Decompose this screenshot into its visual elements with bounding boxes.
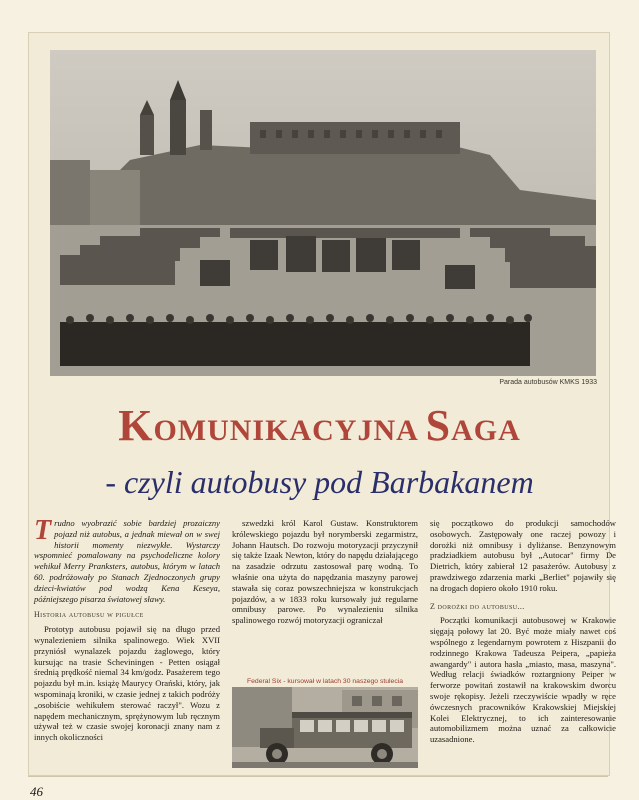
title-initial-2: S <box>425 401 452 450</box>
page-footer-rule <box>28 776 608 777</box>
article-subtitle: - czyli autobusy pod Barbakanem <box>105 464 534 500</box>
column-3 <box>430 518 616 745</box>
intro-paragraph <box>34 515 220 604</box>
photo-caption: Federal Six - kursował w latach 30 naszego stulecia <box>232 676 418 687</box>
historic-bus-parade-photo <box>50 50 596 376</box>
body-paragraph: się początkowo do produkcji samochodów osobowych. Zastępowały one raczej powozy i dorożki niż omnibusy i dyliżanse. Benzynowym pradziadkiem autobusu był „Autocar" firmy De Dietrich, który zabierał 12 pasażerów. Autobusy z prawdziwego zdarzenia marki „Berliet" pojawiły się na drogach dopiero około 1910 roku. <box>430 518 616 593</box>
body-paragraph: Prototyp autobusu pojawił się na długo przed wynalezieniem silnika spalinowego. Wiek XVII przyniósł wynalazek pojazdu żaglowego, który kursując na trasie Scheviningen - Petten osiągał średnią prędkość niemal 34 km/godz. Pasażerem tego pojazdu był m.in. książę Maurycy Orański, który, jak wspominają kroniki, w czasie jednej z takich podróży „osobiście wehikułem sterować raczył". Wozu z napędem mechanicznym, sprężynowym lub ręcznym używał też w czasie swojej koronacji znany nam z innych okoliczności <box>34 624 220 743</box>
title-part-2: AGA <box>451 414 521 447</box>
article-title <box>0 400 639 451</box>
section-heading: Z dorożki do autobusu... <box>430 601 525 611</box>
section-heading: Historia autobusu w pigułce <box>34 610 144 620</box>
photo-caption: Parada autobusów KMKS 1933 <box>499 379 597 386</box>
body-paragraph: Początki komunikacji autobusowej w Krakowie sięgają połowy lat 20. Być może miały nawet coś wspólnego z legendarnym powrotem z Hiszpanii do rodzinnego Krakowa Tadeusza Peipera, „papieża awangardy" i autora hasła „miasto, masa, maszyna". Według relacji świadków roztargniony Peiper w ferworze powitań zostawił na krakowskim dworcu swoje rękopisy. Jeżeli rzeczywiście wpadły w ręce ówczesnych pracowników Krakowskiej Miejskiej Kolei Elektrycznej, to ich zainteresowanie automobilizmem można uznać za całkowicie uzasadnione. <box>430 615 616 745</box>
column-1 <box>34 515 220 743</box>
intro-text: rudno wyobrazić sobie bardziej prozaiczny pojazd niż autobus, a jednak miewał on w swej historii momenty niezwykłe. Wystarczy wspomnieć pomalowany na psychodeliczne kolory wehikuł Merry Pranksters, autobus, którym w latach 60. podróżowały po Stanach Zjednoczonych grupy dzieci-kwiatów pod wodzą Kena Keseya, późniejszego pisarza światowej sławy. <box>34 518 220 604</box>
federal-six-bus-photo <box>232 676 418 768</box>
title-part: OMUNIKACYJNA <box>153 414 426 447</box>
drop-cap: T <box>34 515 52 546</box>
page-number: 46 <box>30 784 43 799</box>
title-initial: K <box>118 401 154 450</box>
body-paragraph: szwedzki król Karol Gustaw. Konstruktorem królewskiego pojazdu był norymberski zegarmistrz, Johann Hautsch. Do rozwoju motoryzacji przyczynił się także Izaak Newton, który do napędu działającego na zasadzie odrzutu zastosował parę wodną. To właśnie ona użyta do napędzania maszyny parowej stawała się coraz powszechniejsza w konstrukcjach pojazdów, a w 1833 roku kursowały już regularne omnibusy parowe. Po wynalezieniu silnika spalinowego rozwój motoryzacji ograniczał <box>232 518 418 626</box>
column-2 <box>232 518 418 626</box>
